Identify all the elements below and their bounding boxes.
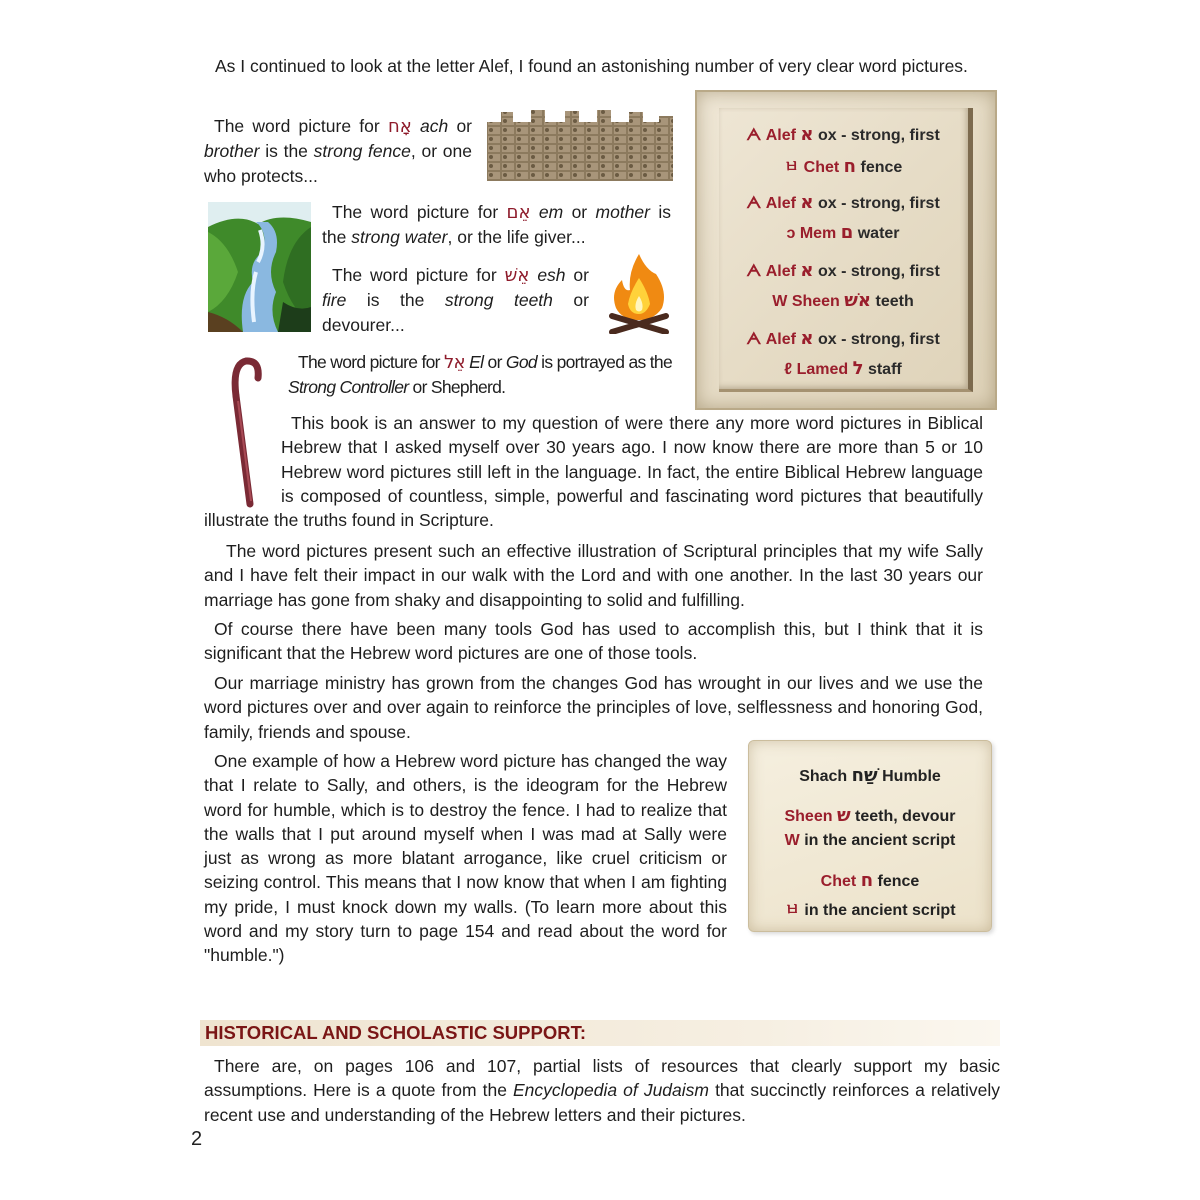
letter-name: Chet: [803, 159, 840, 176]
tablet-row: [697, 154, 989, 177]
support-text-a: There are, on pages 106 and 107, partial lists of resources that clearly support my basic assumptions. Here is a quote from the: [204, 1056, 1000, 1101]
esh-text-c: or: [565, 265, 589, 285]
letter-name: Sheen: [791, 293, 840, 310]
el-strong-controller: Strong Controller: [288, 377, 409, 398]
ach-word: ach: [419, 116, 449, 136]
hebrew-letter: א: [800, 260, 814, 281]
alef-paleo-glyph: ᗅ: [746, 331, 762, 348]
sheen-hebrew: ש: [836, 805, 851, 826]
sheen-row: [749, 805, 991, 826]
em-word: em: [538, 202, 564, 222]
lamed-paleo-glyph: ℓ: [784, 361, 793, 378]
sheen-label: Sheen: [784, 808, 833, 825]
esh-hebrew: אֵשׁ: [504, 265, 530, 286]
em-strong-water: strong water: [351, 227, 448, 248]
tablet-row: [697, 124, 989, 145]
el-paragraph: [288, 350, 672, 400]
humble-paragraph: [204, 749, 727, 968]
em-text-g: , or the life giver...: [447, 227, 586, 248]
tablet-row: [697, 260, 989, 281]
support-text-c: that succinctly reinforces a relatively recent use and understanding of the Hebrew letters and their pictures.: [204, 1080, 1000, 1125]
em-text-c: or: [563, 202, 596, 222]
intro-paragraph: [205, 54, 1000, 78]
ministry-text: Our marriage ministry has grown from the changes God has wrought in our lives and we use the word pictures over and over again to reinforce the principles of love, selflessness and honoring God, family, friends and spouse.: [204, 673, 983, 742]
chet-meaning: fence: [877, 873, 920, 890]
tablet-row: [697, 328, 989, 349]
support-paragraph: [204, 1054, 1000, 1127]
hebrew-letter: ל: [852, 358, 864, 379]
tools-paragraph: [204, 617, 983, 666]
ach-text-e: is the: [259, 141, 314, 162]
book-text: This book is an answer to my question of were there any more word pictures in Biblical Hebrew that I asked myself over 30 years ago. I now know there are more than 5 or 10 Hebrew word pictures still left in the language. In fact, the entire Biblical Hebrew language is composed of countless, simple, powerful and fascinating word pictures that beautifully illustrate the truths found in Scripture.: [204, 413, 983, 531]
alef-paleo-glyph: ᗅ: [746, 195, 762, 212]
letter-name: Lamed: [796, 361, 849, 378]
letter-meaning: ox - strong, first: [817, 331, 940, 348]
chet-hebrew: ח: [860, 870, 874, 891]
el-text-c: or: [483, 352, 506, 372]
shach-label: Shach: [799, 768, 848, 785]
letter-name: Alef: [765, 195, 796, 212]
tablet-row: [697, 290, 989, 311]
el-text-e: is portrayed as the: [536, 352, 672, 372]
humble-label: Humble: [882, 768, 941, 785]
sheen-ancient-row: [749, 832, 991, 850]
el-word: El: [469, 352, 484, 372]
sheen-paleo-glyph: W: [772, 293, 788, 310]
letter-meaning: staff: [867, 361, 902, 378]
el-hebrew: אֵל: [444, 352, 465, 373]
section-heading: [200, 1020, 1000, 1046]
book-paragraph: [204, 411, 983, 532]
stone-wall-image: [487, 108, 673, 181]
humble-title: [749, 765, 991, 786]
sheen-paleo-glyph: W: [784, 832, 800, 849]
hebrew-letter: א: [800, 192, 814, 213]
effective-paragraph: [204, 539, 983, 612]
effective-text: The word pictures present such an effective illustration of Scriptural principles that my wife Sally and I have felt their impact in our walk with the Lord and with one another. In the last 30 years our marriage has gone from shaky and disappointing to solid and fulfilling.: [204, 541, 983, 610]
mem-paleo-glyph: ɔ: [786, 225, 796, 242]
chet-ancient-row: [749, 897, 991, 920]
esh-text-e: is the: [346, 290, 445, 311]
letter-name: Alef: [765, 331, 796, 348]
em-mother: mother: [595, 202, 650, 222]
hebrew-letter: א: [800, 124, 814, 145]
hebrew-letter: אשׁ: [844, 290, 872, 311]
shach-humble-box: [748, 740, 992, 932]
esh-strong-teeth: strong teeth: [444, 290, 553, 311]
ach-hebrew: אָח: [387, 116, 412, 137]
ach-brother: brother: [204, 141, 260, 162]
ancient-script-label: in the ancient script: [804, 832, 956, 849]
encyclopedia-title: Encyclopedia of Judaism: [513, 1080, 709, 1101]
chet-row: [749, 870, 991, 891]
esh-fire: fire: [322, 290, 347, 311]
alef-word-pictures-tablet: [695, 90, 997, 410]
letter-name: Alef: [765, 263, 796, 280]
el-god: God: [505, 352, 537, 372]
tools-text: Of course there have been many tools God has used to accomplish this, but I think that it is significant that the Hebrew word pictures are one of those tools.: [204, 619, 983, 664]
em-text-a: The word picture for: [332, 202, 507, 222]
esh-text-g: or devourer...: [322, 290, 589, 335]
section-heading-text: HISTORICAL AND SCHOLASTIC SUPPORT:: [205, 1022, 586, 1043]
letter-meaning: ox - strong, first: [817, 263, 940, 280]
page-number: 2: [191, 1128, 203, 1150]
ach-text-g: , or one who protects...: [204, 141, 472, 186]
alef-paleo-glyph: ᗅ: [746, 127, 762, 144]
tablet-row: [697, 192, 989, 213]
el-text-a: The word picture for: [298, 352, 445, 372]
tablet-row: [697, 222, 989, 243]
sheen-meaning: teeth, devour: [855, 808, 956, 825]
intro-text: As I continued to look at the letter Alef, I found an astonishing number of very clear word pictures.: [215, 56, 968, 76]
ach-text-a: The word picture for: [214, 116, 388, 136]
em-hebrew: אֵם: [506, 202, 531, 223]
ancient-script-label: in the ancient script: [804, 902, 956, 919]
hebrew-letter: ח: [843, 156, 857, 177]
ach-strong-fence: strong fence: [313, 141, 411, 162]
esh-word: esh: [537, 265, 566, 285]
letter-name: Mem: [799, 225, 837, 242]
ministry-paragraph: [204, 671, 983, 744]
letter-meaning: water: [857, 225, 900, 242]
letter-meaning: teeth: [875, 293, 914, 310]
letter-meaning: ox - strong, first: [817, 127, 940, 144]
chet-paleo-glyph: ㅂ: [783, 159, 800, 176]
chet-paleo-glyph: ㅂ: [784, 902, 800, 919]
em-text-e: is the: [322, 202, 671, 248]
esh-paragraph: [322, 263, 589, 337]
tablet-row: [697, 358, 989, 379]
alef-paleo-glyph: ᗅ: [746, 263, 762, 280]
letter-meaning: fence: [860, 159, 903, 176]
ach-text-c: or: [456, 116, 472, 136]
hebrew-letter: א: [800, 328, 814, 349]
hebrew-letter: ם: [840, 222, 854, 243]
shach-hebrew: שַׁח: [851, 765, 878, 786]
letter-meaning: ox - strong, first: [817, 195, 940, 212]
esh-text-a: The word picture for: [332, 265, 505, 285]
ach-paragraph: [204, 114, 472, 188]
chet-label: Chet: [820, 873, 857, 890]
humble-text: One example of how a Hebrew word picture has changed the way that I relate to Sally, and others, is the ideogram for the Hebrew word for humble, which is to destroy the fence. I had to realize that the walls that I put around myself when I was mad at Sally were just as wrong as more blatant arrogance, like cruel criticism or seizing control. This means that I now know that when I am fighting my pride, I must knock down my walls. (To learn more about this word and my story turn to page 154 and read about the word for "humble."): [204, 751, 727, 966]
waterfall-image: [208, 202, 311, 332]
em-paragraph: [322, 200, 671, 250]
campfire-image: [606, 252, 672, 334]
el-text-g: or Shepherd.: [408, 377, 506, 398]
letter-name: Alef: [765, 127, 796, 144]
